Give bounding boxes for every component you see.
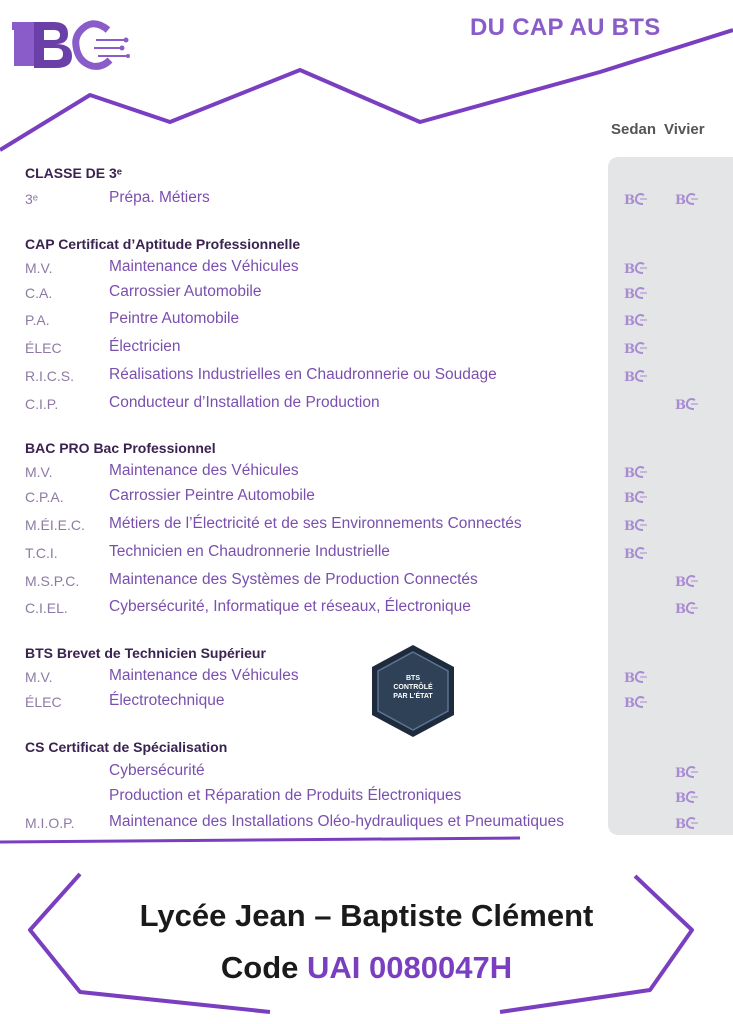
svg-text:B: B: [624, 519, 635, 533]
campus-mark-icon: [675, 600, 699, 616]
campus-mark-icon: [675, 573, 699, 589]
training-row: [0, 394, 733, 416]
training-code: M.V.: [25, 464, 53, 480]
svg-text:B: B: [624, 370, 635, 384]
svg-text:B: B: [675, 398, 686, 412]
training-label: Maintenance des Véhicules: [109, 462, 299, 479]
campus-mark-icon: [675, 191, 699, 207]
training-code: P.A.: [25, 312, 50, 328]
training-row: [0, 258, 733, 280]
uai-code: UAI 0080047H: [307, 950, 513, 985]
campus-mark-icon: [624, 545, 648, 561]
campus-mark-icon: [624, 669, 648, 685]
training-label: Cybersécurité, Informatique et réseaux, Électronique: [109, 598, 471, 615]
campus-mark-icon: [624, 285, 648, 301]
training-row: [0, 338, 733, 360]
column-header-vivier: Vivier: [664, 121, 705, 138]
training-code: C.A.: [25, 285, 53, 301]
campus-mark-icon: [624, 464, 648, 480]
tagline: DU CAP AU BTS: [470, 14, 661, 41]
campus-mark-icon: [624, 489, 648, 505]
training-row: [0, 515, 733, 537]
training-row: [0, 692, 733, 714]
training-code: M.S.P.C.: [25, 573, 80, 589]
training-label: Maintenance des Installations Oléo-hydrauliques et Pneumatiques: [109, 813, 564, 830]
svg-text:B: B: [624, 193, 635, 207]
training-row: [0, 310, 733, 332]
svg-text:B: B: [675, 193, 686, 207]
training-label: Électricien: [109, 338, 181, 355]
campus-mark-icon: [624, 694, 648, 710]
training-label: Maintenance des Véhicules: [109, 667, 299, 684]
section-title: BAC PRO Bac Professionnel: [25, 440, 216, 456]
training-row: [0, 283, 733, 305]
section-title: CLASSE DE 3ᵉ: [25, 165, 123, 181]
svg-text:B: B: [675, 817, 686, 831]
training-label: Conducteur d’Installation de Production: [109, 394, 380, 411]
campus-mark-icon: [624, 191, 648, 207]
training-code: ÉLEC: [25, 340, 62, 356]
svg-text:B: B: [675, 766, 686, 780]
column-header-sedan: Sedan: [611, 121, 657, 138]
code-label: Code: [220, 950, 299, 985]
section-title: CS Certificat de Spécialisation: [25, 739, 228, 755]
training-code: C.I.P.: [25, 396, 59, 412]
svg-text:B: B: [624, 671, 635, 685]
school-code: [0, 950, 733, 986]
svg-text:B: B: [675, 575, 686, 589]
campus-mark-icon: [624, 260, 648, 276]
campus-mark-icon: [624, 340, 648, 356]
svg-text:B: B: [624, 342, 635, 356]
svg-text:B: B: [624, 696, 635, 710]
training-label: Carrossier Automobile: [109, 283, 262, 300]
training-code: C.I.EL.: [25, 600, 68, 616]
campus-mark-icon: [675, 764, 699, 780]
training-row: [0, 598, 733, 620]
training-row: [0, 813, 733, 835]
training-label: Peintre Automobile: [109, 310, 240, 327]
training-label: Prépa. Métiers: [109, 189, 210, 206]
training-row: [0, 571, 733, 593]
training-code: R.I.C.S.: [25, 368, 75, 384]
training-code: C.P.A.: [25, 489, 64, 505]
badge-line2: CONTRÔLÉ: [393, 684, 433, 691]
training-label: Technicien en Chaudronnerie Industrielle: [109, 543, 390, 560]
training-label: Réalisations Industrielles en Chaudronnerie ou Soudage: [109, 366, 497, 383]
training-code: ÉLEC: [25, 694, 62, 710]
bc-logo: [10, 12, 130, 82]
svg-text:B: B: [675, 791, 686, 805]
school-name: Lycée Jean – Baptiste Clément: [139, 898, 594, 933]
training-code: M.V.: [25, 669, 53, 685]
training-row: [0, 487, 733, 509]
svg-text:B: B: [624, 466, 635, 480]
section-title: BTS Brevet de Technicien Supérieur: [25, 645, 266, 661]
svg-text:B: B: [624, 314, 635, 328]
training-label: Métiers de l’Électricité et de ses Environnements Connectés: [109, 515, 522, 532]
training-code: T.C.I.: [25, 545, 58, 561]
training-row: [0, 667, 733, 689]
campus-mark-icon: [675, 789, 699, 805]
training-row: [0, 762, 733, 784]
training-label: Cybersécurité: [109, 762, 205, 779]
badge-line3: PAR L'ÉTAT: [393, 693, 433, 700]
svg-text:B: B: [624, 287, 635, 301]
training-code: M.ÉI.E.C.: [25, 517, 85, 533]
training-code: M.V.: [25, 260, 53, 276]
svg-text:B: B: [624, 547, 635, 561]
svg-text:B: B: [624, 491, 635, 505]
training-code: 3ᵉ: [25, 191, 38, 207]
section-title: CAP Certificat d’Aptitude Professionnelle: [25, 236, 301, 252]
training-label: Production et Réparation de Produits Électroniques: [109, 787, 462, 804]
training-label: Électrotechnique: [109, 692, 225, 709]
training-row: [0, 189, 733, 211]
training-row: [0, 543, 733, 565]
training-row: [0, 787, 733, 809]
campus-mark-icon: [624, 312, 648, 328]
badge-line1: BTS: [406, 675, 420, 682]
training-row: [0, 366, 733, 388]
svg-text:B: B: [624, 262, 635, 276]
svg-text:B: B: [675, 602, 686, 616]
campus-mark-icon: [624, 368, 648, 384]
training-code: M.I.O.P.: [25, 815, 75, 831]
campus-mark-icon: [675, 396, 699, 412]
training-label: Maintenance des Systèmes de Production Connectés: [109, 571, 478, 588]
training-label: Maintenance des Véhicules: [109, 258, 299, 275]
campus-mark-icon: [675, 815, 699, 831]
training-label: Carrossier Peintre Automobile: [109, 487, 315, 504]
training-row: [0, 462, 733, 484]
campus-mark-icon: [624, 517, 648, 533]
